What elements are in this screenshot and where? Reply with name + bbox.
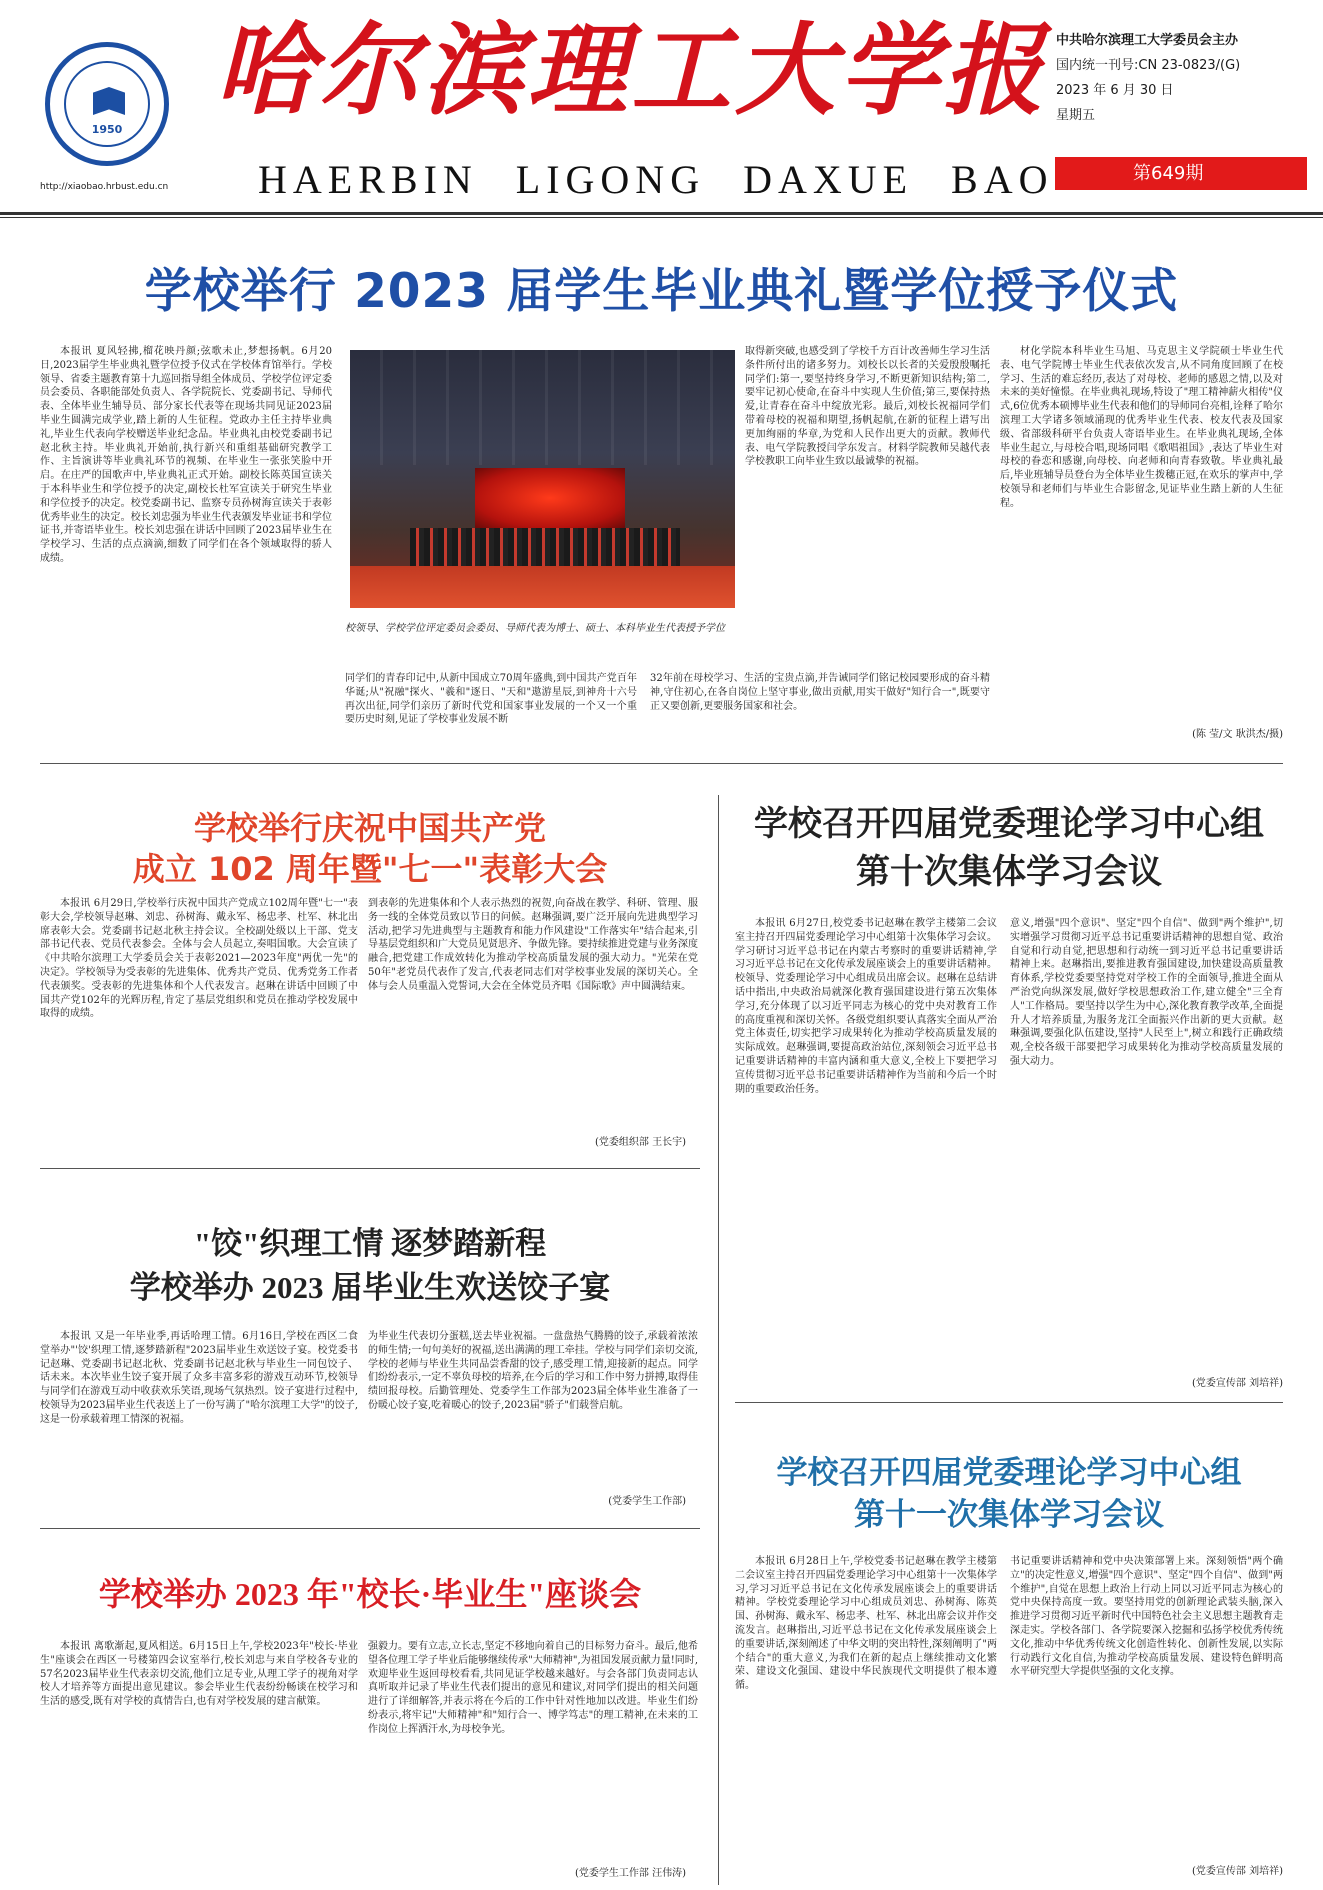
lead-headline: 学校举行 2023 届学生毕业典礼暨学位授予仪式	[144, 264, 1179, 319]
july1-column-1	[40, 897, 358, 1147]
group11-column-2	[1010, 1555, 1283, 1855]
july1-column-2	[368, 897, 698, 1127]
lead-text: 材化学院本科毕业生马旭、马克思主义学院硕士毕业生代表、电气学院博士毕业生代表依次发言,从不同角度回顾了在校学习、生活的难忘经历,表达了对母校、老师的感恩之情,以及对未来的美好憧憬。在毕业典礼现场,特设了"理工精神薪火相传"仪式,6位优秀本硕博毕业生代表和他们的导师同台亮相,诠释了哈尔滨理工大学诸多领域涌现的优秀毕业生代表、校友代表及国家级、省部级科研平台负责人寄语毕业生。在毕业典礼现场,全体毕业生起立,与母校合唱,现场同唱《歌唱祖国》,表达了毕业生对母校的眷恋和感谢,向母校、向老师和向青春致敬。毕业典礼最后,毕业班辅导员登台为全体毕业生拨穗正冠,在欢乐的掌声中,学校领导和老师们与毕业生合影留念,见证毕业生踏上新的人生征程。	[1000, 346, 1283, 509]
masthead	[0, 0, 1323, 205]
group11-headline	[735, 1452, 1283, 1536]
group11-text: 书记重要讲话精神和党中央决策部署上来。深刻领悟"两个确立"的决定性意义,增强"四个意识"、坚定"四个自信"、做到"两个维护",自觉在思想上政治上行动上同以习近平同志为核心的党中央保持高度一致。要坚持用党的创新理论武装头脑,深入推进学习贯彻习近平新时代中国特色社会主义思想主题教育走深走实。学校各部门、各学院要深入挖掘和弘扬学校优秀传统文化,推动中华优秀传统文化创造性转化、创新性发展,以实际行动践行文化自信,为推动学校高质量发展、建设特色鲜明高水平研究型大学提供坚强的文化支撑。	[1010, 1556, 1283, 1678]
site-url[interactable]: http://xiaobao.hrbust.edu.cn	[40, 182, 169, 192]
forum-text: 强毅力。要有立志,立长志,坚定不移地向着自己的目标努力奋斗。最后,他希望各位理工学子毕业后能够继续传承"大师精神",为祖国发展贡献力量!同时,欢迎毕业生返回母校看看,共同见证学校越来越好。与会各部门负责同志认真听取并记录了毕业生代表们提出的意见和建议,对同学们提出的相关问题进行了详细解答,并表示将在今后的工作中针对性地加以改进。毕业生们纷纷表示,将牢记"大师精神"和"知行合一、博学笃志"的理工精神,在未来的工作岗位上挥洒汗水,为母校争光。	[368, 1641, 698, 1735]
sponsor: 中共哈尔滨理工大学委员会主办	[1056, 33, 1239, 48]
dumpling-column-2	[368, 1330, 698, 1490]
publication-info	[1056, 28, 1240, 128]
group11-headline-line2: 第十一次集体学习会议	[854, 1497, 1164, 1532]
forum-column-1	[40, 1640, 358, 1876]
seal-year: 1950	[91, 123, 123, 136]
forum-headline: 学校举办 2023 年"校长·毕业生"座谈会	[98, 1576, 642, 1612]
lead-text: 本报讯 夏风轻拂,榴花映丹颜;弦歌未止,梦想扬帆。6月20日,2023届学生毕业典礼暨学位授予仪式在学校体育馆举行。学校领导、省委主题教育第十九巡回指导组全体成员、学校学位评定委员会委员、各职能部处负责人、各学院院长、党委副书记、导师代表、全体毕业生辅导员、部分家长代表等在现场共同见证2023届毕业生圆满完成学业,踏上新的人生征程。党政办主任主持毕业典礼,毕业生代表向学校赠送毕业纪念品。毕业典礼由校党委副书记赵北秋主持。毕业典礼开始前,执行新兴和重组基础研究教学工作、主旨演讲等毕业典礼环节的视频、在毕业生一张张笑脸中开启。在庄严的国歌声中,毕业典礼正式开始。副校长陈英国宣读关于本科毕业生和学位授予的决定,副校长杜军宣读关于研究生毕业和学位授予的决定。校党委副书记、监察专员孙树海宣读关于表彰优秀毕业生的决定。校长刘忠强为毕业生代表颁发毕业证书和学位证书,并寄语毕业生。校长刘忠强在讲话中回顾了2023届毕业生在学校学习、生活的点点滴滴,细数了同学们在各个领域取得的骄人成绩。	[40, 346, 332, 564]
lead-column-1	[40, 345, 332, 717]
book-icon	[93, 87, 125, 115]
july1-headline-line2: 成立 102 周年暨"七一"表彰大会	[132, 850, 608, 888]
group11-text: 本报讯 6月28日上午,学校党委书记赵琳在教学主楼第二会议室主持召开四届党委理论学习中心组第十一次集体学习,学习习近平总书记在文化传承发展座谈会上的重要讲话精神。学校党委理论学习中心组成员刘忠、孙树海、陈英国、孙树海、戴永军、杨忠孝、杜军、林北出席会议并作交流发言。赵琳指出,习近平总书记在文化传承发展座谈会上的重要讲话,深刻阐述了中华文明的突出特性,深刻阐明了"两个结合"的重大意义,为我们在新的起点上继续推动文化繁荣、建设文化强国、建设中华民族现代文明提供了根本遵循。	[735, 1556, 997, 1692]
forum-column-2	[368, 1640, 698, 1860]
july1-headline-line1: 学校举行庆祝中国共产党	[193, 809, 546, 847]
group10-column-2	[1010, 917, 1283, 1365]
lead-column-5	[1000, 345, 1283, 717]
photo-caption: 校领导、学校学位评定委员会委员、导师代表为博士、硕士、本科毕业生代表授予学位	[345, 623, 725, 634]
july1-text: 本报讯 6月29日,学校举行庆祝中国共产党成立102周年暨"七一"表彰大会,学校领导赵琳、刘忠、孙树海、戴永军、杨忠孝、杜军、林北出席表彰大会。党委副书记赵北秋主持会议。全校副处级以上干部、党支部书记代表、党员代表参会。全体与会人员起立,奏唱国歌。大会宣读了《中共哈尔滨理工大学委员会关于表彰2021—2023年度"两优一先"的决定》。学校领导为受表彰的先进集体、优秀共产党员、优秀党务工作者代表颁奖。受表彰的先进集体和个人代表发言。赵琳在讲话中回顾了中国共产党102年的光辉历程,肯定了基层党组织和党员在推动学校发展中取得的成绩。	[40, 898, 358, 1020]
group10-headline-line2: 第十次集体学习会议	[856, 852, 1162, 892]
lead-text: 同学们的青春印记中,从新中国成立70周年盛典,到中国共产党百年华诞;从"祝融"探火、"羲和"逐日、"天和"遨游星辰,到神舟十六号再次出征,同学们亲历了新时代党和国家事业发展的一个又一个重要历史时刻,见证了学校事业发展不断	[345, 673, 637, 726]
section-divider	[40, 1168, 700, 1169]
lead-column-4	[650, 672, 990, 744]
group10-text: 意义,增强"四个意识"、坚定"四个自信"、做到"两个维护",切实增强学习贯彻习近平总书记重要讲话精神的思想自觉、政治自觉和行动自觉,把思想和行动统一到习近平总书记重要讲话精神上来。赵琳指出,要推进教育强国建设,加快建设高质量教育体系,学校党委要坚持党对学校工作的全面领导,推进全面从严治党向纵深发展,做好学校思想政治工作,建立健全"三全育人"工作格局。要坚持以学生为中心,深化教育教学改革,全面提升人才培养质量,为服务龙江全面振兴作出新的更大贡献。赵琳强调,要强化队伍建设,坚持"人民至上",树立和践行正确政绩观,全校各级干部要把学习成果转化为推动学校高质量发展的强大动力。	[1010, 918, 1283, 1067]
dumpling-text: 本报讯 又是一年毕业季,再话哈理工情。6月16日,学校在西区二食堂举办"'饺'织理工情,逐梦踏新程"2023届毕业生欢送饺子宴。校党委书记赵琳、党委副书记赵北秋、党委副书记赵北秋与毕业生一同包饺子、话未来。本次毕业生饺子宴开展了众多丰富多彩的游戏互动环节,校领导与同学们在游戏互动中收获欢乐笑语,现场气氛热烈。饺子宴进行过程中,校领导为2023届毕业生代表送上了一份写满了"哈尔滨理工大学"的饺子,这是一份承载着理工情深的祝福。	[40, 1331, 358, 1425]
newspaper-title-en: HAERBIN LIGONG DAXUE BAO	[258, 157, 1054, 202]
issue-date: 2023 年 6 月 30 日	[1056, 83, 1174, 98]
university-seal	[45, 42, 169, 166]
lead-text: 取得新突破,也感受到了学校千方百计改善师生学习生活条件所付出的诸多努力。刘校长以长者的关爱殷殷嘱托同学们:第一,要坚持终身学习,不断更新知识结构;第二,要牢记初心使命,在奋斗中实现人生价值;第三,要保持热爱,让青春在奋斗中绽放光彩。最后,刘校长祝福同学们带着母校的祝福和期望,扬帆起航,在新的征程上谱写出更加绚丽的华章,为党和人民作出更大的贡献。教师代表、电气学院教授闫学东发言。材料学院教师吴越代表学校教职工向毕业生致以最诚挚的祝福。	[745, 346, 990, 468]
section-divider	[40, 763, 1283, 764]
dumpling-headline	[40, 1222, 700, 1310]
masthead-rule	[0, 212, 1323, 218]
weekday: 星期五	[1056, 108, 1096, 123]
july1-signature: (党委组织部 王长宇)	[595, 1137, 686, 1148]
photo-lighting	[350, 350, 735, 465]
forum-text: 本报讯 离歌渐起,夏风相送。6月15日上午,学校2023年"校长·毕业生"座谈会在西区一号楼第四会议室举行,校长刘忠与来自学校各专业的57名2023届毕业生代表亲切交流,他们立足专业,从理工学子的视角对学校人才培养等方面提出意见建议。参会毕业生代表纷纷畅谈在校学习和生活的感受,既有对学校的真情告白,也有对学校发展的建言献策。	[40, 1641, 358, 1708]
photo-graduates	[410, 528, 680, 566]
lead-column-3	[745, 345, 990, 665]
dumpling-headline-line2: 学校举办 2023 届毕业生欢送饺子宴	[129, 1270, 611, 1305]
lead-column-2	[345, 672, 637, 744]
issue-number: 第649期	[1055, 157, 1307, 190]
dumpling-headline-line1: "饺"织理工情 逐梦踏新程	[193, 1226, 547, 1261]
lead-text: 32年前在母校学习、生活的宝贵点滴,并告诫同学们铭记校园要形成的奋斗精神,守住初心,在各自岗位上坚守事业,做出贡献,用实干做好"知行合一",既要守正又要创新,更要服务国家和社会。	[650, 673, 990, 712]
forum-signature: (党委学生工作部 汪伟涛)	[575, 1868, 686, 1879]
group11-column-1	[735, 1555, 997, 1877]
photo-stage	[350, 566, 735, 608]
section-divider	[40, 1528, 700, 1529]
dumpling-column-1	[40, 1330, 358, 1506]
group11-headline-line1: 学校召开四届党委理论学习中心组	[776, 1455, 1242, 1490]
group10-headline-line1: 学校召开四届党委理论学习中心组	[754, 804, 1264, 844]
july1-headline	[40, 808, 700, 890]
group11-signature: (党委宣传部 刘培祥)	[1192, 1866, 1283, 1877]
seal-ring	[64, 61, 150, 147]
graduation-photo	[350, 350, 735, 608]
section-divider	[735, 1402, 1283, 1403]
dumpling-text: 为毕业生代表切分蛋糕,送去毕业祝福。一盘盘热气腾腾的饺子,承载着浓浓的师生情;一句句美好的祝福,送出满满的理工牵挂。学校与同学们亲切交流,学校的老师与毕业生共同品尝香甜的饺子,感受理工情,迎接新的起点。同学们纷纷表示,一定不辜负母校的培养,在今后的学习和工作中努力拼搏,取得佳绩回报母校。后勤管理处、党委学生工作部为2023届全体毕业生准备了一份暖心饺子宴,吃着暖心的饺子,2023届"骄子"们载誉启航。	[368, 1331, 698, 1411]
group10-column-1	[735, 917, 997, 1389]
group10-signature: (党委宣传部 刘培祥)	[1192, 1378, 1283, 1389]
lead-signature: (陈 莹/文 耿洪杰/摄)	[1192, 729, 1283, 740]
photo-stage-screen	[475, 468, 625, 528]
dumpling-signature: (党委学生工作部)	[608, 1496, 686, 1507]
july1-text: 到表彰的先进集体和个人表示热烈的祝贺,向奋战在教学、科研、管理、服务一线的全体党员致以节日的问候。赵琳强调,要广泛开展向先进典型学习活动,把学习先进典型与主题教育和能力作风建设"工作落实年"结合起来,引导基层党组织和广大党员见贤思齐、争做先锋。要持续推进党建与业务深度融合,把党建工作成效转化为推动学校高质量发展的强大动力。"光荣在党50年"老党员代表作了发言,代表老同志们对学校事业发展的深切关心。全体与会人员重温入党誓词,大会在全体党员齐唱《国际歌》声中圆满结束。	[368, 898, 698, 992]
column-divider	[718, 795, 719, 1885]
group10-headline	[735, 800, 1283, 896]
newspaper-title-cn: 哈尔滨理工大学报	[215, 11, 1047, 129]
group10-text: 本报讯 6月27日,校党委书记赵琳在教学主楼第二会议室主持召开四届党委理论学习中心组第十次集体学习会议。学习研讨习近平总书记在内蒙古考察时的重要讲话精神,学习习近平总书记在文化传承发展座谈会上的重要讲话精神。校领导、党委理论学习中心组成员出席会议。赵琳在总结讲话中指出,中央政治局就深化教育强国建设进行第五次集体学习,充分体现了以习近平同志为核心的党中央对教育工作的高度重视和深切关怀。各级党组织要认真落实全面从严治党主体责任,切实把学习成果转化为推动学校高质量发展的实际成效。赵琳强调,要提高政治站位,深刻领会习近平总书记重要讲话精神的丰富内涵和重大意义,全校上下要把学习宣传贯彻习近平总书记重要讲话精神作为当前和今后一个时期的重要政治任务。	[735, 918, 997, 1095]
cn-number: 国内统一刊号:CN 23-0823/(G)	[1056, 58, 1241, 73]
